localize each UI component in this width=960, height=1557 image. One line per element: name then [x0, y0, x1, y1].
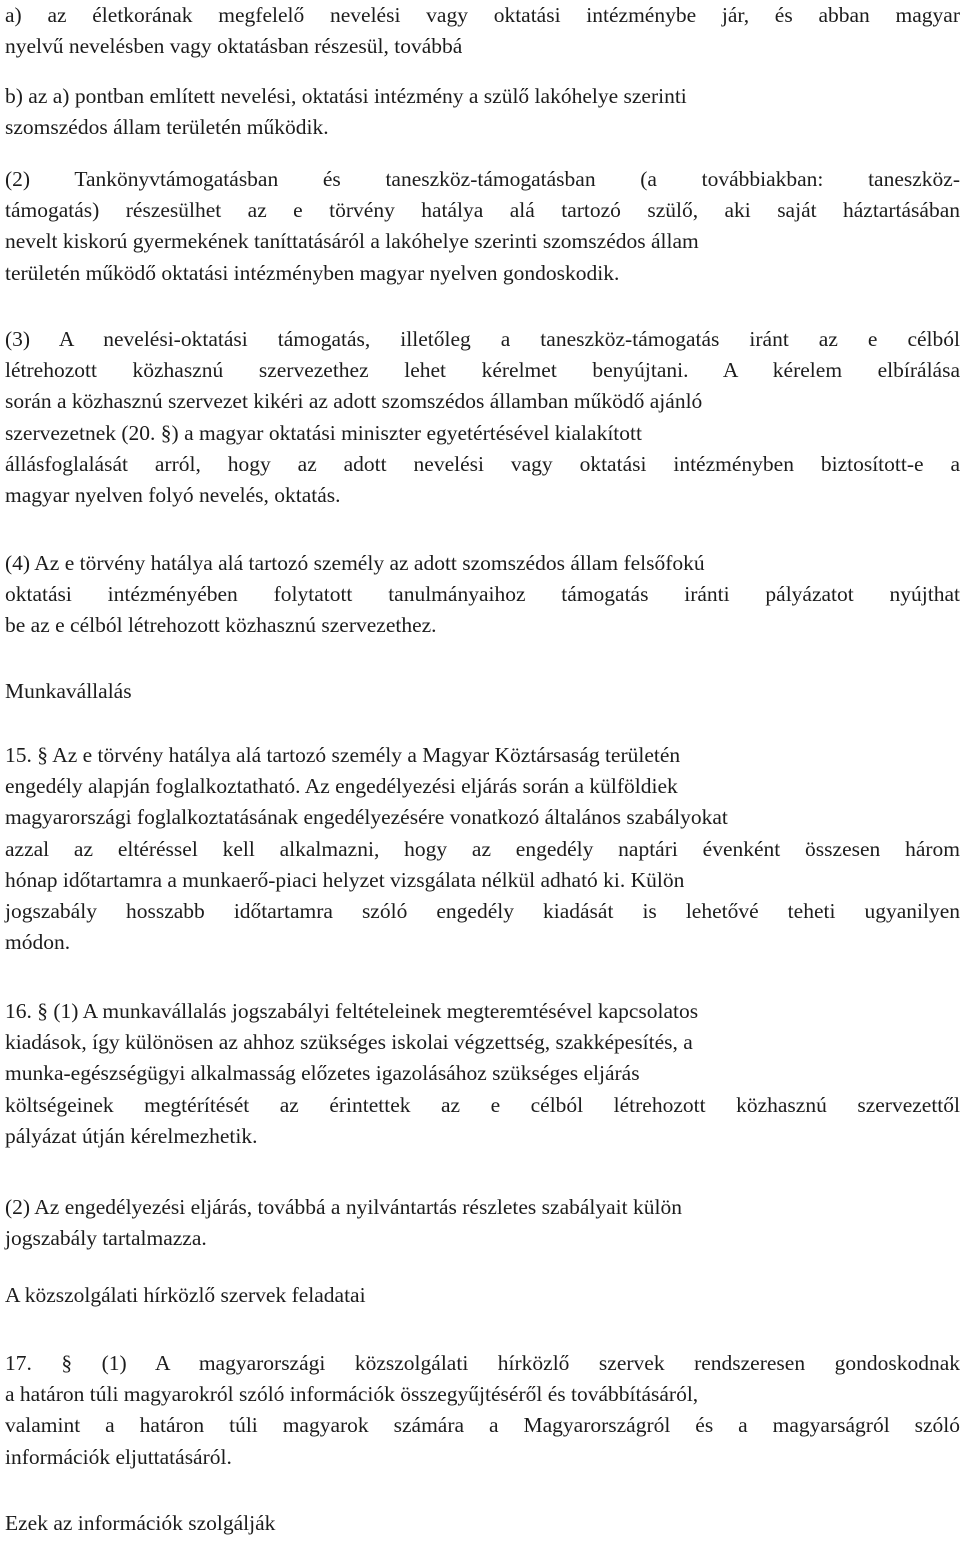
- paragraph-item-a: [5, 0, 960, 62]
- text-line: jogszabály tartalmazza.: [5, 1226, 207, 1251]
- text-line: a határon túli magyarokról szóló információk összegyűjtéséről és továbbításáról,: [5, 1382, 699, 1407]
- text-line: nevelt kiskorú gyermekének taníttatásáról a lakóhelye szerinti szomszédos állam: [5, 229, 699, 254]
- text-line: információk eljuttatásáról.: [5, 1444, 232, 1469]
- text-line: módon.: [5, 930, 71, 955]
- text-line: be az e célból létrehozott közhasznú szervezethez.: [5, 613, 437, 638]
- paragraph-heading-munkavallalas: [5, 676, 960, 707]
- paragraph-section-17-1: [5, 1348, 960, 1473]
- text-line: (4) Az e törvény hatálya alá tartozó személy az adott szomszédos állam felsőfokú: [5, 551, 705, 575]
- text-line: munka-egészségügyi alkalmasság előzetes igazolásához szükséges eljárás: [5, 1061, 640, 1086]
- text-line: 16. § (1) A munkavállalás jogszabályi feltételeinek megteremtésével kapcsolatos: [5, 999, 699, 1023]
- text-line: jogszabály hosszabb időtartamra szóló engedély kiadását is lehetővé teheti ugyanilyen: [5, 898, 960, 923]
- text-line: engedély alapján foglalkoztatható. Az engedélyezési eljárás során a külföldiek: [5, 774, 678, 799]
- paragraph-item-b: [5, 81, 960, 143]
- paragraph-para-2: [5, 164, 960, 289]
- text-line: során a közhasznú szervezet kikéri az adott szomszédos államban működő ajánló: [5, 389, 703, 414]
- text-line: hónap időtartamra a munkaerő-piaci helyzet vizsgálata nélkül adható ki. Külön: [5, 867, 685, 892]
- text-line: Ezek az információk szolgálják: [5, 1511, 276, 1535]
- paragraph-heading-kozszolgalati: [5, 1280, 960, 1311]
- text-line: területén működő oktatási intézményben magyar nyelven gondoskodik.: [5, 260, 620, 285]
- paragraph-section-15: [5, 740, 960, 958]
- text-line: 15. § Az e törvény hatálya alá tartozó személy a Magyar Köztársaság területén: [5, 743, 681, 767]
- text-line: nyelvű nevelésben vagy oktatásban részesül, továbbá: [5, 34, 463, 59]
- text-line: 17. § (1) A magyarországi közszolgálati hírközlő szervek rendszeresen gondoskodnak: [5, 1351, 960, 1375]
- text-line: szervezetnek (20. §) a magyar oktatási miniszter egyetértésével kialakított: [5, 420, 642, 445]
- text-line: költségeinek megtérítését az érintettek az e célból létrehozott közhasznú szervezettől: [5, 1092, 960, 1117]
- text-line: a) az életkorának megfelelő nevelési vagy oktatási intézménybe jár, és abban magyar: [5, 3, 960, 27]
- text-line: Munkavállalás: [5, 679, 132, 703]
- text-line: szomszédos állam területén működik.: [5, 115, 329, 140]
- paragraph-section-16-1: [5, 996, 960, 1152]
- text-line: oktatási intézményében folytatott tanulmányaihoz támogatás iránti pályázatot nyújthat: [5, 582, 960, 607]
- text-line: létrehozott közhasznú szervezethez lehet kérelmet benyújtani. A kérelem elbírálása: [5, 358, 960, 383]
- text-line: támogatás) részesülhet az e törvény hatálya alá tartozó szülő, aki saját háztartásában: [5, 198, 960, 223]
- paragraph-para-4: [5, 548, 960, 642]
- text-line: A közszolgálati hírközlő szervek feladatai: [5, 1283, 366, 1307]
- text-line: (2) Az engedélyezési eljárás, továbbá a nyilvántartás részletes szabályait külön: [5, 1195, 682, 1219]
- text-line: kiadások, így különösen az ahhoz szükséges iskolai végzettség, szakképesítés, a: [5, 1030, 693, 1055]
- paragraph-section-16-2: [5, 1192, 960, 1254]
- paragraph-para-ezek: [5, 1508, 960, 1539]
- paragraph-para-3: [5, 324, 960, 511]
- text-line: magyarországi foglalkoztatásának engedélyezésére vonatkozó általános szabályokat: [5, 805, 728, 830]
- text-line: valamint a határon túli magyarok számára a Magyarországról és a magyarságról szóló: [5, 1413, 960, 1438]
- text-line: állásfoglalását arról, hogy az adott nevelési vagy oktatási intézményben biztosított-e a: [5, 451, 960, 476]
- text-line: magyar nyelven folyó nevelés, oktatás.: [5, 482, 341, 507]
- text-line: pályázat útján kérelmezhetik.: [5, 1123, 258, 1148]
- text-line: azzal az eltéréssel kell alkalmazni, hogy az engedély naptári évenként összesen három: [5, 836, 960, 861]
- text-line: (3) A nevelési-oktatási támogatás, illetőleg a taneszköz-támogatás iránt az e célból: [5, 327, 960, 351]
- text-line: (2) Tankönyvtámogatásban és taneszköz-támogatásban (a továbbiakban: taneszköz-: [5, 167, 960, 191]
- text-line: b) az a) pontban említett nevelési, oktatási intézmény a szülő lakóhelye szerinti: [5, 84, 687, 108]
